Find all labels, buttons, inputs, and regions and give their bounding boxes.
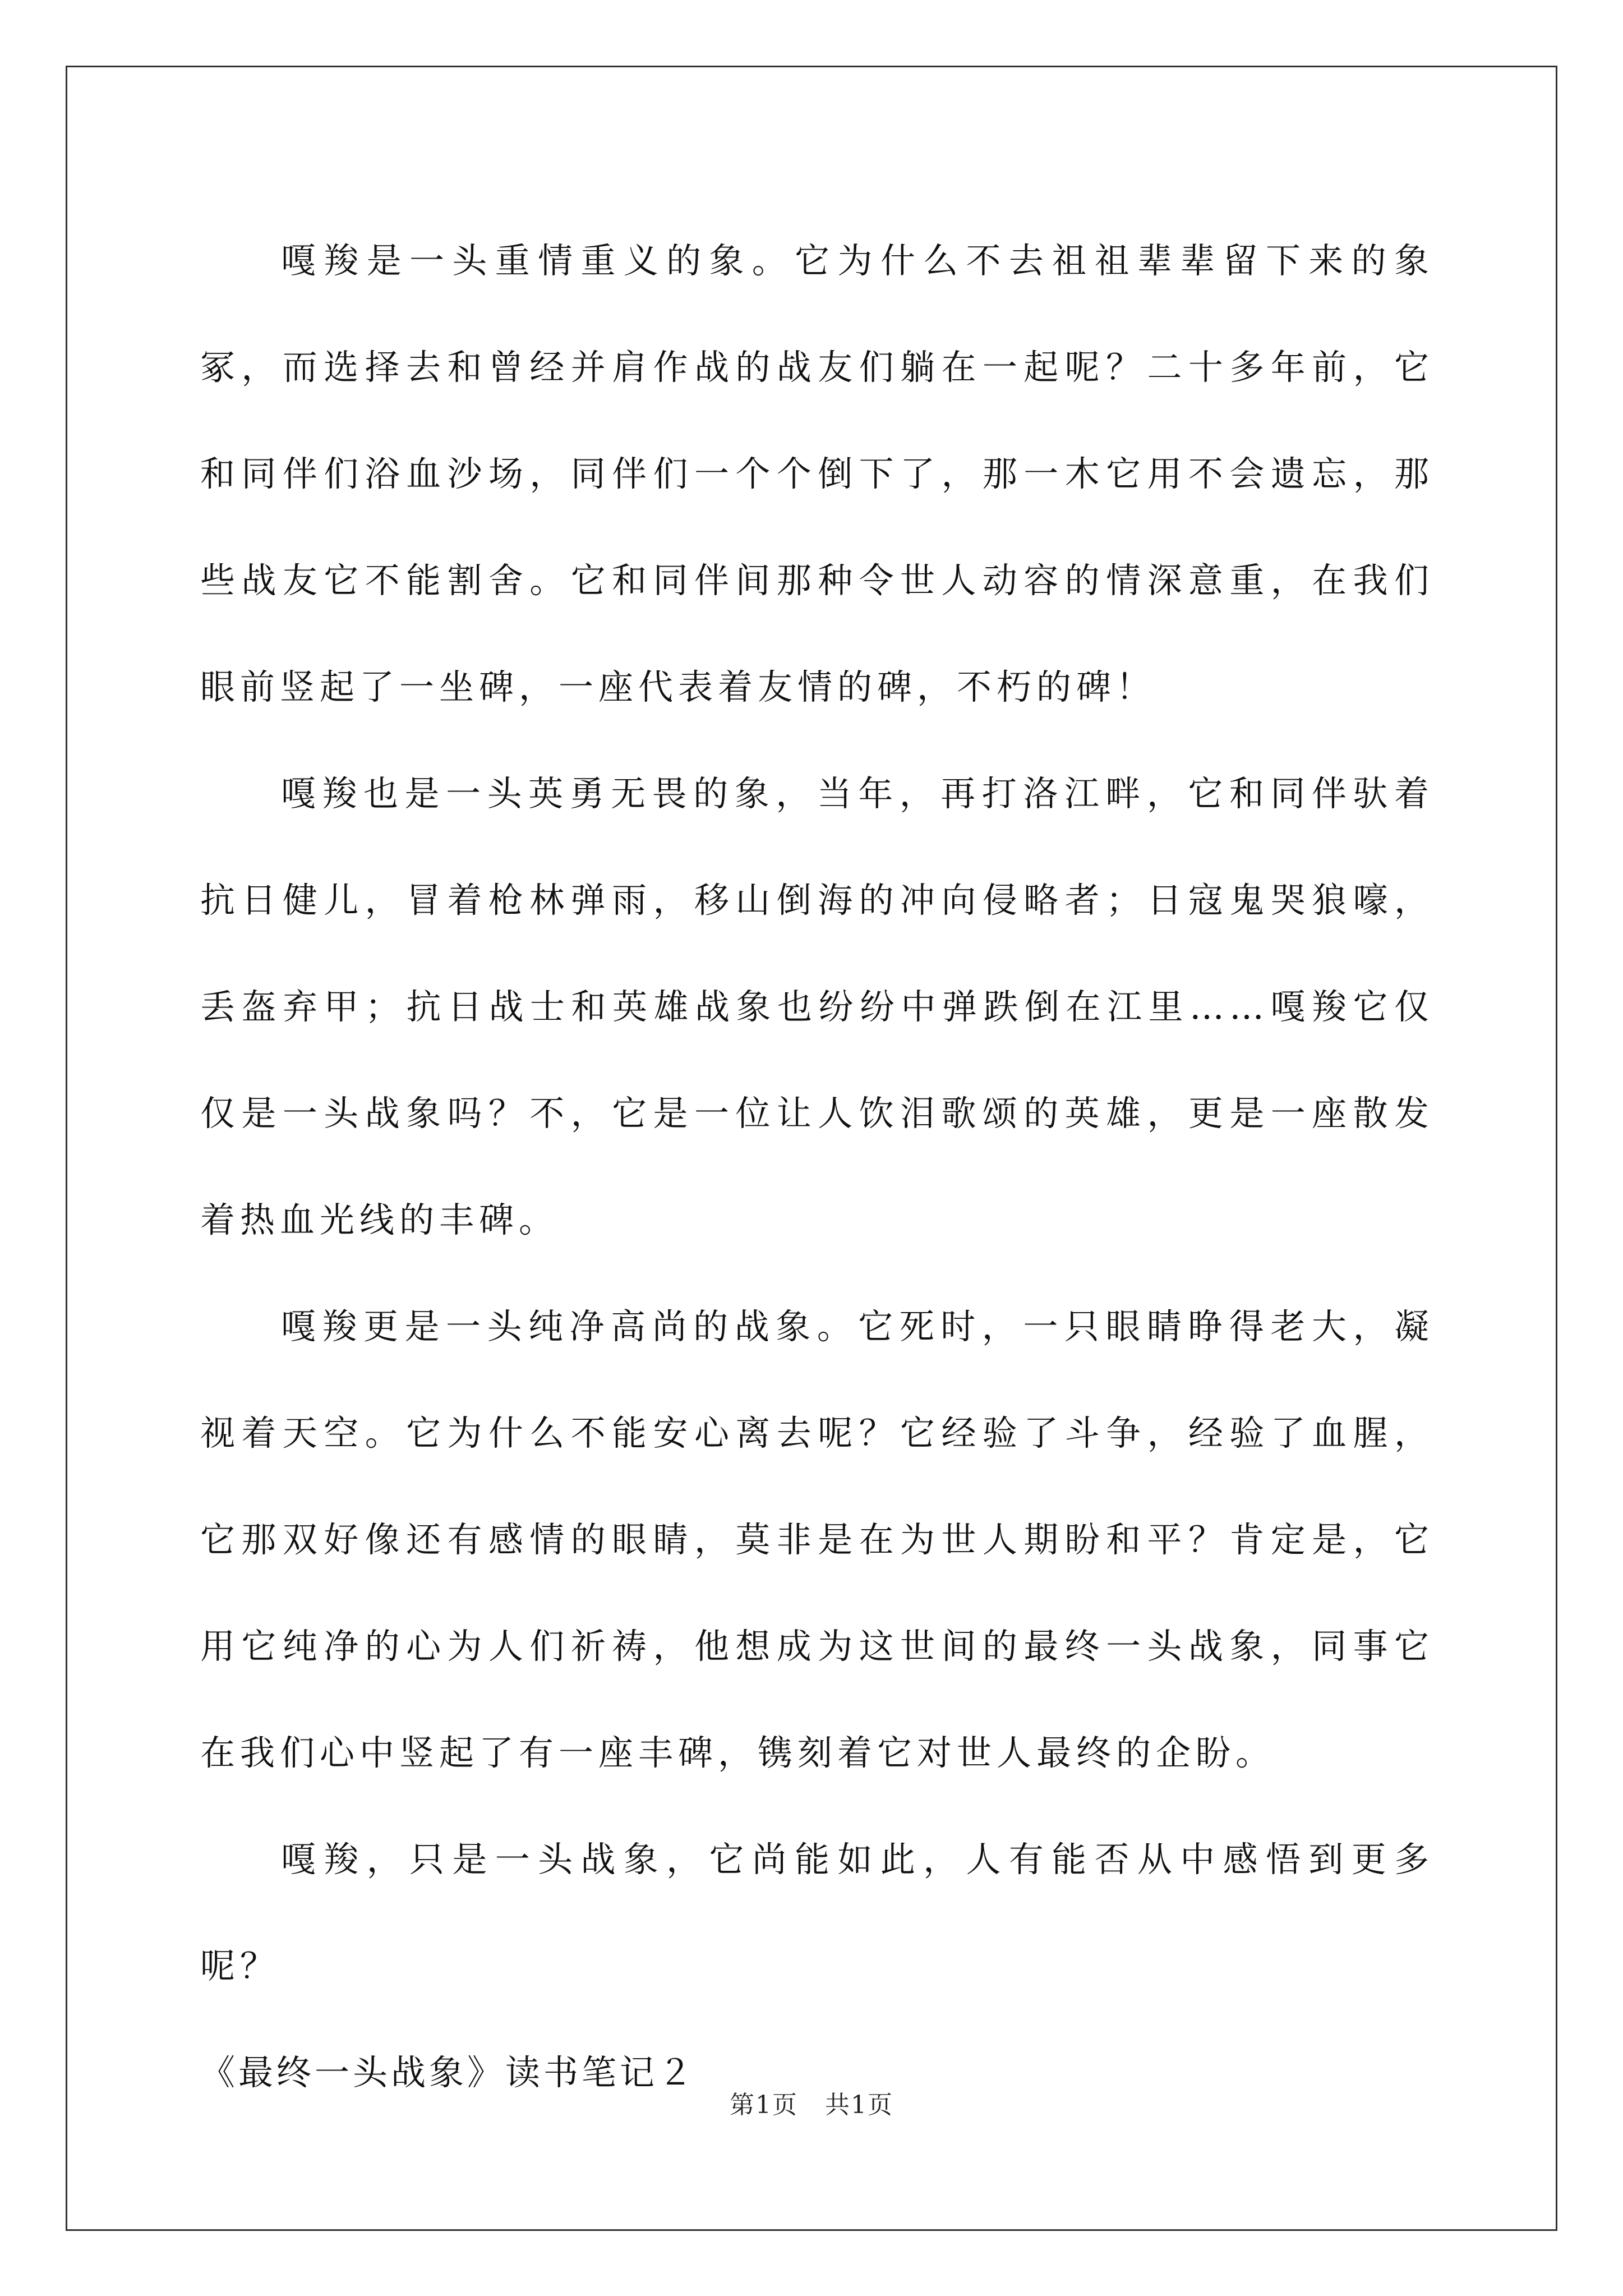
paragraph-2: 嘎羧也是一头英勇无畏的象，当年，再打洛江畔，它和同伴驮着抗日健儿，冒着枪林弹雨，移山倒海的冲向侵略者；日寇鬼哭狼嚎，丢盔弃甲；抗日战士和英雄战象也纷纷中弹跌倒在江里……嘎羧它仅仅是一头战象吗？不，它是一位让人饮泪歌颂的英雄，更是一座散发着热血光线的丰碑。 <box>200 773 1434 1240</box>
page-number-total: 共1页 <box>825 2091 893 2119</box>
paragraph-3: 嘎羧更是一头纯净高尚的战象。它死时，一只眼睛睁得老大，凝视着天空。它为什么不能安心离去呢？它经验了斗争，经验了血腥，它那双好像还有感情的眼睛，莫非是在为世人期盼和平？肯定是，它用它纯净的心为人们祈祷，他想成为这世间的最终一头战象，同事它在我们心中竖起了有一座丰碑，镌刻着它对世人最终的企盼。 <box>200 1306 1434 1773</box>
document-body <box>200 208 1434 2126</box>
next-section-title: 《最终一头战象》读书笔记２ <box>200 2052 697 2093</box>
page-number-current: 第1页 <box>730 2091 798 2119</box>
page-footer <box>0 2085 1623 2120</box>
paragraph-4: 嘎羧，只是一头战象，它尚能如此，人有能否从中感悟到更多呢？ <box>200 1839 1434 1986</box>
paragraph-1: 嘎羧是一头重情重义的象。它为什么不去祖祖辈辈留下来的象冢，而选择去和曾经并肩作战的战友们躺在一起呢？二十多年前，它和同伴们浴血沙场，同伴们一个个倒下了，那一木它用不会遗忘，那些战友它不能割舍。它和同伴间那种令世人动容的情深意重，在我们眼前竖起了一坐碑，一座代表着友情的碑，不朽的碑！ <box>200 240 1434 707</box>
